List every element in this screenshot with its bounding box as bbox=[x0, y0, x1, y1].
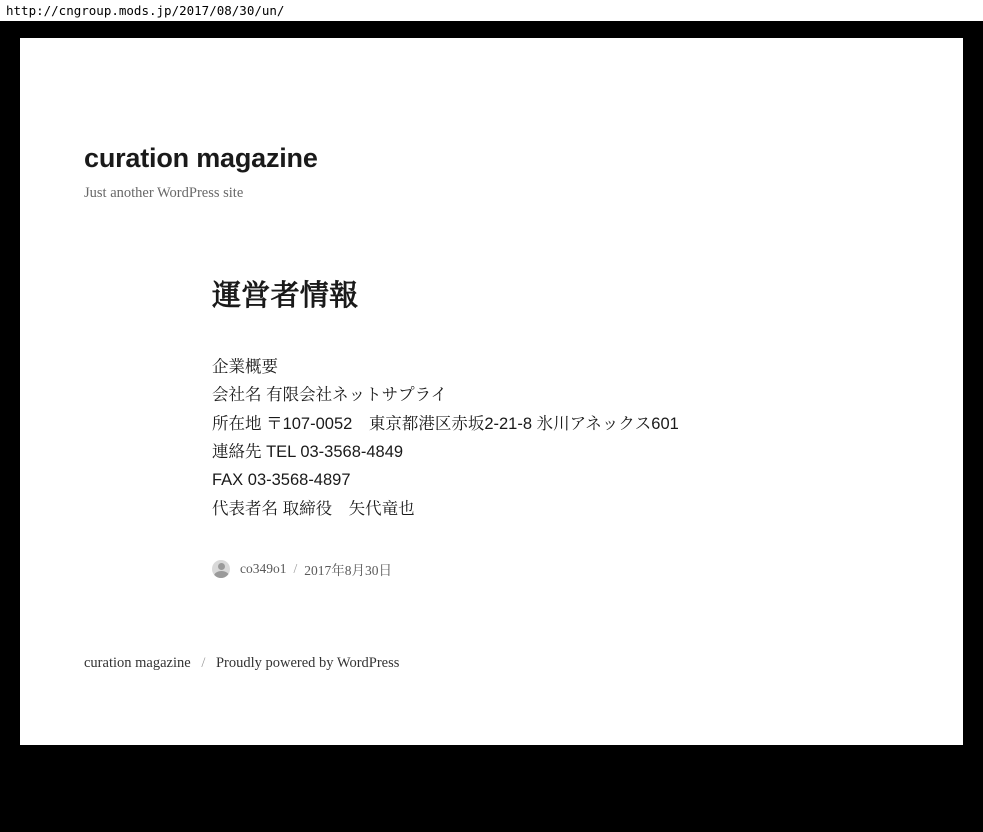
footer-separator: / bbox=[201, 655, 206, 672]
post-article bbox=[212, 278, 899, 580]
site-branding-wrapper bbox=[20, 38, 963, 204]
content-line: 連絡先 TEL 03-3568-4849 bbox=[212, 443, 404, 462]
page-title: 運営者情報 bbox=[212, 279, 359, 312]
post-author-link[interactable]: co349o1 bbox=[240, 561, 287, 577]
url-text: http://cngroup.mods.jp/2017/08/30/un/ bbox=[6, 3, 285, 18]
browser-viewport bbox=[0, 22, 983, 832]
footer-site-name-link[interactable]: curation magazine bbox=[84, 655, 191, 672]
meta-separator: / bbox=[293, 561, 298, 577]
site-footer bbox=[20, 655, 963, 672]
content-line: 代表者名 取締役 矢代竜也 bbox=[212, 499, 415, 518]
content-line: 会社名 有限会社ネットサプライ bbox=[212, 386, 448, 405]
web-page bbox=[20, 38, 963, 745]
main-content bbox=[84, 278, 899, 580]
post-meta bbox=[212, 559, 899, 579]
footer-wordpress-credit-link[interactable]: Proudly powered by WordPress bbox=[215, 655, 400, 672]
content-line: 所在地 〒107-0052 東京都港区赤坂2-21-8 氷川アネックス601 bbox=[212, 414, 679, 433]
user-avatar-icon bbox=[212, 560, 230, 578]
site-header bbox=[84, 38, 899, 204]
content-line: FAX 03-3568-4897 bbox=[212, 471, 351, 490]
site-title[interactable]: curation magazine bbox=[84, 143, 318, 173]
post-content bbox=[212, 353, 899, 523]
content-line: 企業概要 bbox=[212, 357, 278, 376]
main-content-wrapper bbox=[20, 278, 963, 580]
site-description: Just another WordPress site bbox=[84, 185, 244, 202]
browser-url-bar[interactable] bbox=[0, 0, 983, 22]
post-date-link[interactable]: 2017年8月30日 bbox=[304, 563, 393, 579]
